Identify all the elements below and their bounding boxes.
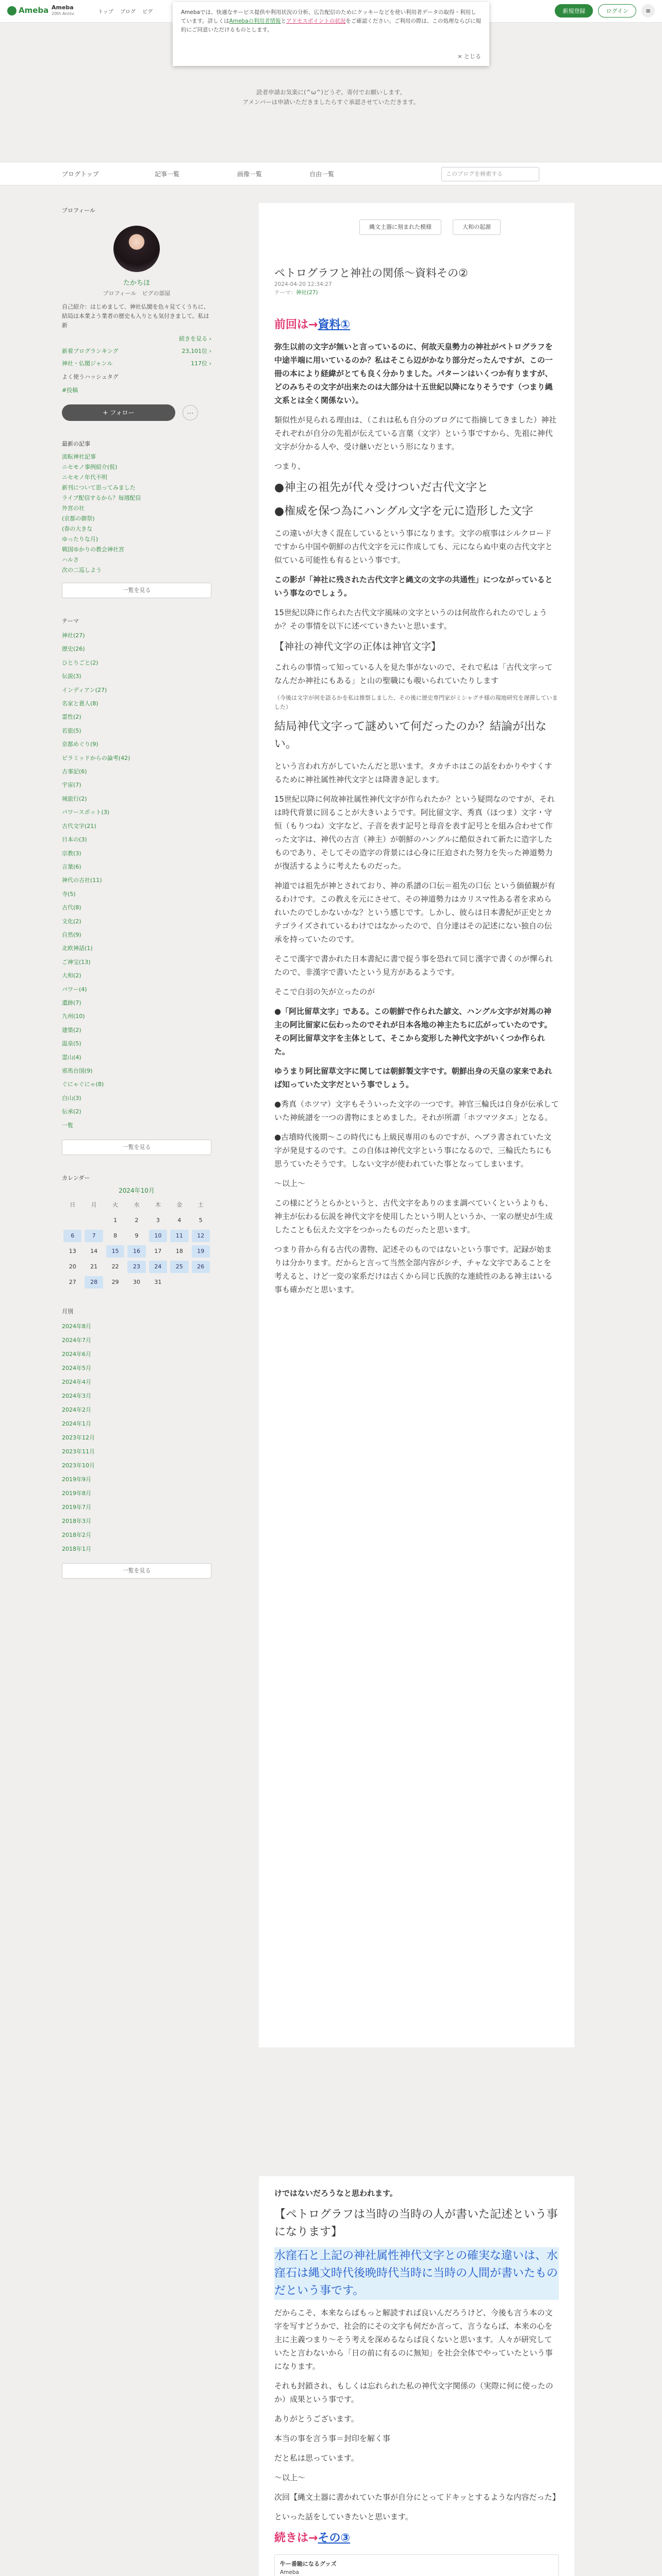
paragraph-note: （今後は文字が何を語るかを私は推察しました、その後に歴史専門家がミシャグチ様の現地研究を遅滞していました） [274, 694, 558, 710]
next-part-heading [274, 2530, 559, 2547]
calendar-day[interactable]: 12 [192, 1230, 210, 1242]
prev-part-heading [274, 316, 559, 334]
theme-header: テーマ [62, 618, 79, 624]
paragraph: 次回【縄文土器に書かれていた事が自分にとってドキッとするような内容だった】 [274, 2493, 560, 2502]
theme-link[interactable]: 言葉(6) [62, 863, 81, 870]
calendar-day [83, 1214, 104, 1227]
archive-section [62, 1307, 211, 1579]
theme-link[interactable]: 文化(2) [62, 918, 81, 925]
article-body-continued [274, 2187, 559, 2576]
paragraph: という言われ方がしていたんだと思います。タカチホはこの話をわかりやすくするために神社属性神代文字とは降書き記します。 [274, 761, 552, 784]
calendar-day: 1 [113, 1217, 118, 1224]
blog-description [0, 88, 662, 107]
recent-entry-link[interactable]: ライブ配信するから？毎週配信 [62, 495, 141, 501]
paragraph: 15世紀以降に何故神社属性神代文字が作られたか？という疑問なのですが、それは時代背景に回ることが大きいようです。阿比留文字、秀真（ほつま）文字・守恒（もりつね）文字など、子音を表す記号と母音を表す記号とを組み合わせて作った文字は、神代の古言（神主）が朝鮮のハングルに酷似されて新たに造字したものであり、そしてその造字の背景には心身に圧迫された努力を失った神道勢力が復活するように考えたものだった。 [274, 794, 555, 871]
theme-link[interactable]: 古事記(6) [62, 768, 87, 775]
follow-button[interactable]: + フォロー [62, 404, 175, 421]
calendar-day: 27 [69, 1279, 76, 1286]
theme-link[interactable]: 伝説(3) [62, 673, 81, 680]
recent-entry-link[interactable]: 流転神社記事 [62, 453, 96, 460]
ad-title: 牛ー番馳になるグッズ [280, 2561, 337, 2567]
archive-link[interactable]: 2023年11月 [62, 1448, 95, 1455]
next-article-button[interactable]: 大和の起源 [453, 219, 501, 235]
more-options-icon[interactable]: … [183, 405, 198, 420]
calendar-day: 29 [111, 1279, 119, 1286]
calendar-day: 9 [135, 1232, 139, 1240]
theme-link[interactable]: 温泉(5) [62, 1040, 81, 1047]
paragraph: だと私は思っています。 [274, 2453, 359, 2463]
blog-description-line1: 読者申請お気楽に(^ω^)どうぞ。寄付でお願いします。 [256, 89, 406, 96]
blog-nav [0, 162, 662, 185]
article-card-continued [259, 2176, 574, 2576]
recent-entry-link[interactable]: (京都の御祭) [62, 515, 95, 522]
cookie-text-4: 規約にご同意いただけるものとします。 [181, 18, 481, 33]
profile-more-link[interactable]: 続きを見る › [179, 335, 211, 342]
calendar-day[interactable]: 7 [85, 1230, 103, 1242]
archive-link[interactable]: 2024年4月 [62, 1379, 91, 1386]
paragraph: 神道では祖先が神とされており、神の系譜の口伝＝祖先の口伝 という価値観が有るわけです。この教えを元にさせて、その神道勢力はカリスマ性ある者を求められいたのでしかないかな？という感じです。しかし、彼らは日本書紀が正史とカテゴライズされているわけではなかったので、自分達はその記述にない独自の伝承を持っていたのです。 [274, 881, 555, 944]
nav-free[interactable]: 自由一覧 [309, 171, 335, 178]
paragraph: そこで漢字で書かれた日本書紀に書で捉う事を恐れて同じ漢字で書くのが憚られたので、非漢字で書いたという見方があるようです。 [274, 954, 553, 977]
article-meta [274, 280, 332, 297]
theme-link[interactable]: 九州(10) [62, 1013, 85, 1020]
paragraph: 本当の事を言う事＝封印を解く事 [274, 2434, 391, 2443]
nav-images[interactable]: 画像一覧 [237, 171, 262, 178]
paragraph: 15世紀以降に作られた古代文字風味の文字というのは何故作られたのでしょうか？その事情を以下に述べていきたいと思います。 [274, 608, 548, 631]
paragraph: そこで白羽の矢が立ったのが [274, 987, 375, 996]
paragraph: それも封鎖され、もしくは忘れられた私の神代文字関係の（実際に何に使ったのか）成果という事です。 [274, 2381, 553, 2404]
cookie-link-adsetting[interactable]: アドセスポイントの状況 [286, 18, 346, 24]
recent-entry-link[interactable]: 外宮の社 [62, 505, 85, 512]
paragraph: つまり、 [274, 462, 306, 471]
paragraph: けではないだろうなと思われます。 [274, 2189, 398, 2198]
calendar-day[interactable]: 28 [85, 1276, 103, 1289]
heading-ancient-script: ●神主の祖先が代々受けついだ古代文字と [274, 481, 489, 494]
calendar-day[interactable]: 10 [149, 1230, 167, 1242]
recent-entry-link[interactable]: ハルさ [62, 556, 79, 563]
theme-link[interactable]: パワースポット(3) [62, 809, 110, 816]
anniversary-logo-text: Ameba [52, 4, 74, 11]
paragraph: この影が「神社に残された古代文字と縄文の文字の共通性」につながっているという事なのでしょう。 [274, 575, 553, 598]
paragraph: つまり昔から有る古代の書物、記述そのものではないという事です。記録が始まりは分かります。だからと言って当然全部内容がシチ、チャな文字であることを考えると、けど一変の家系だけは古くから同じ氏族的な連続性のある神主はいる事も確かだと思います。 [274, 1245, 553, 1294]
theme-link[interactable]: 京都めぐり(9) [62, 741, 98, 748]
theme-link[interactable]: 宗教(3) [62, 850, 81, 857]
calendar-day: 17 [154, 1248, 162, 1255]
theme-link[interactable]: 伝承(2) [62, 1108, 81, 1115]
calendar-day [190, 1276, 211, 1289]
menu-icon[interactable]: ≡ [641, 4, 655, 18]
calendar-day: 5 [198, 1217, 203, 1224]
theme-link[interactable]: ぐにゃぐにゃ(8) [62, 1081, 104, 1088]
profile-name[interactable]: たかちほ [123, 279, 150, 287]
nav-entries[interactable]: 記事一覧 [155, 171, 180, 178]
theme-link[interactable]: 霊性(2) [62, 714, 81, 721]
heading-petroglyph: 【ペトログラフは当時の当時の人が書いた記述という事になります】 [274, 2208, 558, 2239]
calendar-day[interactable]: 6 [63, 1230, 81, 1242]
next-part-label: 続きは→ [274, 2532, 318, 2545]
theme-link[interactable]: 古代(8) [62, 904, 81, 911]
profile-links[interactable]: プロフィール ピグの部屋 [103, 290, 171, 297]
theme-link[interactable]: 一覧 [62, 1122, 73, 1129]
paragraph: 〜以上〜 [274, 2473, 306, 2482]
prev-part-link[interactable]: 資料① [318, 318, 351, 331]
calendar-day [169, 1276, 190, 1289]
paragraph: ありがとうございます。 [274, 2414, 359, 2424]
anniversary-logo-sub: 20th Anniv. [52, 11, 75, 16]
calendar-day: 18 [175, 1248, 183, 1255]
calendar-day[interactable]: 25 [170, 1261, 188, 1273]
calendar-day[interactable]: 11 [170, 1230, 188, 1242]
archive-link[interactable]: 2024年1月 [62, 1420, 91, 1428]
profile-text: 自己紹介：はじめまして、神社仏閣を色々見てくうちに、結局は本業よう業者の歴史も入りとも気付きまして。私は新 [62, 303, 209, 329]
theme-link[interactable]: ピラミッドからの論考(42) [62, 754, 130, 761]
paragraph: 〜以上〜 [274, 1179, 306, 1188]
article-theme-link[interactable]: 神社(27) [296, 290, 318, 296]
theme-link[interactable]: 霊山(4) [62, 1054, 81, 1061]
recent-entries-list [62, 452, 211, 575]
recent-entries-header: 最新の記事 [62, 440, 90, 447]
theme-link[interactable]: 日本の(3) [62, 836, 87, 843]
register-button[interactable]: 新規登録 [555, 4, 593, 18]
calendar-day: 3 [156, 1217, 160, 1224]
theme-link[interactable]: 遺跡(7) [62, 999, 81, 1006]
archive-header: 月別 [62, 1308, 73, 1315]
paragraph: といった話をしていきたいと思います。 [274, 2512, 413, 2521]
theme-more-button[interactable]: 一覧を見る [62, 1140, 211, 1155]
profile-header: プロフィール [62, 207, 95, 214]
theme-link[interactable]: 自然(9) [62, 931, 81, 938]
article-theme-label: テーマ： [274, 290, 296, 296]
avatar[interactable] [113, 226, 160, 272]
calendar-weekday: 月 [91, 1201, 97, 1209]
paragraph: この様にどうとらかというと、古代文字をありのまま調べていくというよりも、神主が伝わる伝説を神代文字を使用したという明人というか、一家の歴史が生成したことも伝えた文字をつかったものだったと思います。 [274, 1198, 553, 1234]
calendar-day: 8 [113, 1232, 118, 1240]
calendar-day[interactable]: 16 [127, 1245, 145, 1258]
archive-link[interactable]: 2018年1月 [62, 1546, 91, 1553]
archive-link[interactable]: 2024年8月 [62, 1323, 91, 1330]
paragraph: 類似性が見られる理由は、（これは私も自分のブログにて指摘してきました）神社それぞれが自分の先祖が伝えている言葉（文字）という事ですから、先祖に神代文字が分かる人や、受け継いだという形になります。 [274, 415, 557, 451]
next-part-link[interactable]: その③ [318, 2532, 351, 2545]
ad-source: Ameba [280, 2569, 299, 2575]
heading-hangul-script: ●権威を保つ為にハングル文字を元に造形した文字 [274, 505, 534, 518]
theme-link[interactable]: 白山(3) [62, 1094, 81, 1101]
nav-blog-top[interactable]: ブログトップ [62, 171, 99, 178]
ameba-logo[interactable] [7, 6, 48, 15]
cookie-text-2: と [280, 18, 287, 24]
theme-link[interactable]: 神社(27) [62, 632, 85, 639]
blog-search-input[interactable]: このブログを検索する [441, 167, 539, 181]
article-title[interactable]: ペトログラフと神社の関係〜資料その② [274, 267, 468, 279]
paragraph: 弥生以前の文字が無いと言っているのに、何故天皇勢力の神社がペトログラフを中途半端に用いているのか？私はそこら辺がかなり部分だったんですが、この一冊の本により経緯がとても良く分かりました。パターンはいくつか有りますが、どのみちその文字が出来たのは大部分は十五世紀以降になりそうです（つまり縄文系とは全く関係ない）。 [274, 342, 553, 405]
calendar-day: 21 [90, 1263, 98, 1270]
calendar-day: 4 [177, 1217, 181, 1224]
calendar-day[interactable]: 24 [149, 1261, 167, 1273]
ranking-genre-label: 神社・仏閣ジャンル [62, 360, 113, 367]
paragraph: だからこそ、本来ならばもっと解読すれば良いんだろうけど、今後も言う本の文字を写すどうかで、社会的にその文字も何だか言って、言うならば、本来の心を主に主義つまり〜そう考えを深めるならば良くないと思います。人々が研究していたと言わないから「日の前に有るのに無知」を社会全体でやっていたという事になります。 [274, 2308, 553, 2371]
prev-article-button[interactable]: 縄文土器に刻まれた模様 [359, 219, 441, 235]
archive-link[interactable]: 2019年9月 [62, 1476, 91, 1483]
calendar-grid [62, 1199, 211, 1289]
calendar-day: 31 [154, 1279, 162, 1286]
ad-box[interactable] [274, 2554, 559, 2576]
paragraph: これらの事情って知っている人を見た事がないので、それで私は「古代文字ってなんだか神社にもある」と山の聖職にも覗いられていたりします [274, 663, 553, 685]
archive-link[interactable]: 2024年7月 [62, 1337, 91, 1344]
recent-entry-link[interactable]: (春の大きな [62, 526, 93, 532]
paragraph: ●古墳時代後期〜この時代にも上級民専用のものですが、ヘブラ書されていた文字が発見するのです。この自体は神代文字という事になるので、三輪氏たちにも思うていたそうです。しない文字が使われていた事となってしまいます。 [274, 1132, 552, 1168]
theme-link[interactable]: ご神宝(13) [62, 958, 91, 965]
sidebar [62, 206, 211, 1579]
archive-link[interactable]: 2024年3月 [62, 1393, 91, 1400]
global-nav-top[interactable]: トップ [98, 9, 113, 15]
paragraph: ●秀真（ホツマ）文字もそういった文字の一つです。神官三輪氏は自身が伝承していた神統譜を一つの書物にまとめました。それが所謂「ホツマツタエ」となる。 [274, 1099, 559, 1122]
ameba-logo-icon [7, 6, 16, 15]
theme-link[interactable]: ひとりごと(2) [62, 659, 98, 666]
theme-link[interactable]: 神代の古社(11) [62, 877, 102, 884]
calendar-day: 20 [69, 1263, 76, 1270]
calendar-weekday: 木 [155, 1201, 161, 1209]
calendar-weekday: 金 [176, 1201, 183, 1209]
theme-link[interactable]: 古代文字(21) [62, 822, 96, 829]
recent-entry-link[interactable]: ニセモノ年代不明 [62, 474, 107, 481]
calendar-weekday: 水 [134, 1201, 140, 1209]
article-top-nav [359, 219, 512, 235]
archive-more-button[interactable]: 一覧を見る [62, 1563, 211, 1579]
archive-link[interactable]: 2023年10月 [62, 1462, 95, 1469]
ranking-general[interactable] [62, 347, 211, 355]
calendar-day: 14 [90, 1248, 98, 1255]
recent-entry-link[interactable]: 戦国ゆかりの教会神社宮 [62, 546, 124, 553]
theme-link[interactable]: 大和(2) [62, 972, 81, 979]
global-nav-blog[interactable]: ブログ [120, 9, 136, 15]
archive-link[interactable]: 2018年3月 [62, 1518, 91, 1525]
recent-entry-link[interactable]: 次の二巡しよう [62, 567, 102, 573]
article-date: 2024-04-20 12:34:27 [274, 281, 332, 287]
recent-entry-link[interactable]: ゆったりな月) [62, 536, 98, 543]
ameba-logo-text: Ameba [19, 6, 49, 15]
hashtag-link[interactable]: #投稿 [62, 387, 78, 394]
recent-entry-link[interactable]: 新刊について思ってみました [62, 484, 136, 491]
anniversary-logo[interactable] [52, 5, 75, 17]
calendar-day[interactable]: 26 [192, 1261, 210, 1273]
follow-row [62, 404, 211, 421]
calendar-day: 2 [135, 1217, 139, 1224]
theme-link[interactable]: 宇宙(7) [62, 782, 81, 789]
calendar-weekday: 火 [112, 1201, 119, 1209]
calendar-day: 22 [111, 1263, 119, 1270]
theme-list [62, 629, 211, 1132]
recent-entries [62, 439, 211, 598]
article-body [274, 316, 559, 1302]
cookie-text: Amebaでは、快適なサービス提供や利用状況の分析、広告配信のためにクッキーなどを使い利用者データの取得・利用しています。詳しくは [181, 9, 476, 24]
cookie-notice [173, 2, 489, 66]
archive-link[interactable]: 2024年5月 [62, 1365, 91, 1372]
ranking-general-value: 23,101位 › [181, 348, 211, 354]
archive-link[interactable]: 2023年12月 [62, 1434, 95, 1442]
archive-link[interactable]: 2024年2月 [62, 1406, 91, 1414]
cookie-close-button[interactable]: × とじる [457, 53, 481, 60]
recent-entry-link[interactable]: ニセモノ事例紹介(仮) [62, 464, 118, 470]
calendar-header: カレンダー [62, 1175, 90, 1182]
global-nav-pigg[interactable]: ピグ [142, 9, 153, 15]
recent-more-button[interactable]: 一覧を見る [62, 583, 211, 598]
theme-section [62, 617, 211, 1155]
article-card [259, 203, 574, 2047]
article-theme [274, 289, 332, 297]
calendar-day[interactable]: 19 [192, 1245, 210, 1258]
theme-link[interactable]: 若旅(5) [62, 727, 81, 734]
calendar-weekday: 土 [197, 1201, 204, 1209]
calendar-day[interactable]: 23 [127, 1261, 145, 1273]
ranking-genre-value: 117位 › [191, 360, 211, 367]
calendar-day [62, 1214, 83, 1227]
archive-list [62, 1319, 211, 1556]
theme-link[interactable]: 歴史(26) [62, 646, 85, 653]
heading-shinkan-script: 【神社の神代文字の正体は神官文字】 [274, 641, 441, 652]
paragraph: ●「阿比留草文字」である。この朝鮮で作られた諺文、ハングル文字が対馬の神主の阿比留家に伝わったのでそれが日本各地の神主たちに広がっていたのです。その阿比留草文字を主体として、そこから変形した神代文字がいくつか作られた。 [274, 1007, 552, 1056]
calendar-day: 13 [69, 1248, 76, 1255]
paragraph: この違いが大きく混在しているという事になります。文字の痕事はシルクロードですから中国や朝鮮の古代文字を元に作成しても、元にならぬ中東の古代文字と似ている可能性も有るという事です。 [274, 529, 553, 565]
header-actions [552, 4, 655, 18]
theme-link[interactable]: インディアン(27) [62, 686, 107, 693]
cookie-link-userinfo[interactable]: Amebaの利用者情報 [229, 18, 281, 24]
paragraph: ゆうまり阿比留草文字に関しては朝鮮製文字です。朝鮮出身の天皇の家来であれば知っていた文字だという事でしょう。 [274, 1066, 552, 1089]
calendar-day: 30 [133, 1279, 140, 1286]
calendar-month[interactable]: 2024年10月 [119, 1187, 155, 1195]
calendar-section [62, 1174, 211, 1289]
hashtag-header: よく使うハッシュタグ [62, 374, 119, 380]
highlight-paragraph: 水窪石と上記の神社属性神代文字との確実な違いは、水窪石は縄文時代後晩時代当時に当時の人間が書いたものだという事です。 [274, 2247, 559, 2300]
heading-conclusion: 結局神代文字って謎めいて何だったのか？結論が出ない。 [274, 720, 547, 751]
theme-link[interactable]: 北欧神話(1) [62, 945, 93, 952]
theme-link[interactable]: 邪馬台国(9) [62, 1067, 93, 1074]
theme-link[interactable]: 城旅行(2) [62, 795, 87, 802]
cookie-text-3: をご確認ください。ご利用の際は、この処理ならびに [345, 18, 476, 24]
ranking-general-label: 新着ブログランキング [62, 348, 119, 354]
theme-link[interactable]: 名家と貴人(8) [62, 700, 98, 707]
archive-link[interactable]: 2019年8月 [62, 1490, 91, 1497]
calendar-day[interactable]: 15 [106, 1245, 124, 1258]
archive-link[interactable]: 2019年7月 [62, 1504, 91, 1511]
prev-part-label: 前回は→ [274, 318, 318, 331]
theme-link[interactable]: パワー(4) [62, 986, 87, 993]
ranking-genre[interactable] [62, 359, 211, 367]
login-button[interactable]: ログイン [598, 4, 636, 18]
global-nav [98, 7, 158, 15]
theme-link[interactable]: 寺(5) [62, 890, 76, 897]
blog-description-line2: アメンバーは申請いただきましたらすぐ承認させていただきます。 [242, 98, 420, 106]
theme-link[interactable]: 建築(2) [62, 1026, 81, 1033]
archive-link[interactable]: 2024年6月 [62, 1351, 91, 1358]
calendar-weekday: 日 [70, 1201, 76, 1209]
archive-link[interactable]: 2018年2月 [62, 1532, 91, 1539]
